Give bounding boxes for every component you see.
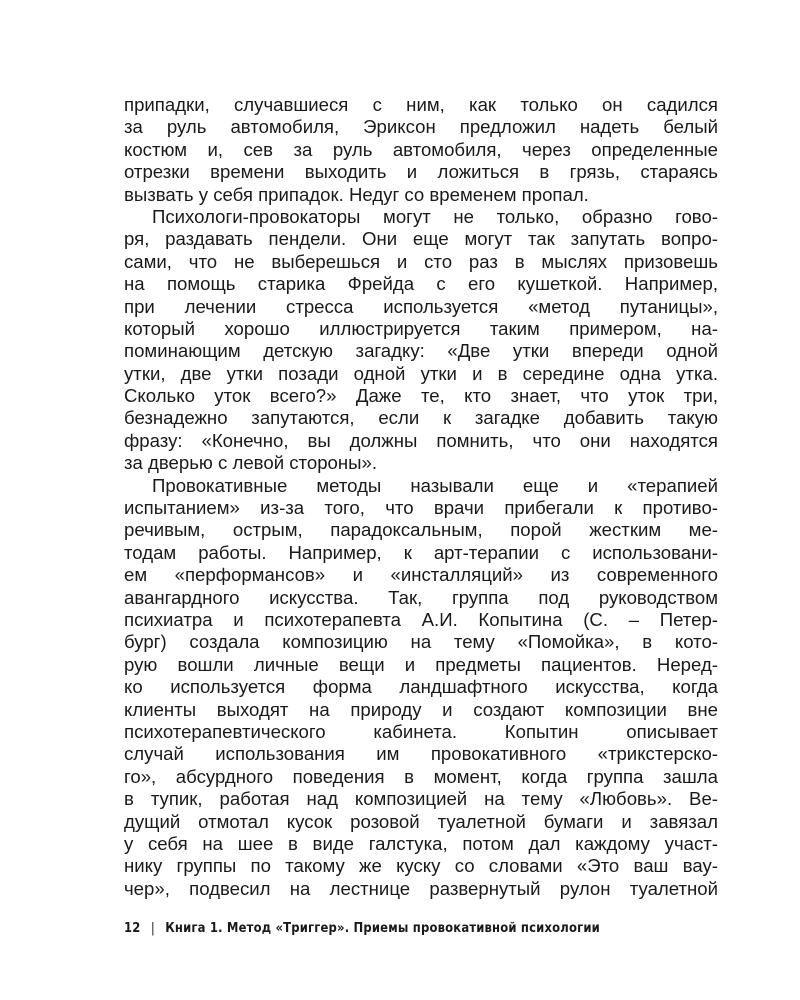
- text-line: ем «перформансов» и «инсталляций» из современного: [124, 564, 718, 586]
- text-line: утки, две утки позади одной утки и в середине одна утка.: [124, 362, 718, 384]
- text-line: в тупик, работая над композицией на тему «Любовь». Ве-: [124, 788, 718, 810]
- text-line: тодам работы. Например, к арт-терапии с использовани-: [124, 541, 718, 563]
- text-line: безнадежно запутаются, если к загадке добавить такую: [124, 407, 718, 429]
- text-line: ря, раздавать пендели. Они еще могут так запутать вопро-: [124, 228, 718, 250]
- text-line: за руль автомобиля, Эриксон предложил надеть белый: [124, 116, 718, 138]
- text-line: припадки, случавшиеся с ним, как только он садился: [124, 94, 718, 115]
- text-line: го», абсурдного поведения в момент, когда группа зашла: [124, 765, 718, 787]
- text-line: поминающим детскую загадку: «Две утки впереди одной: [124, 340, 718, 362]
- paragraph-3: [124, 475, 718, 900]
- text-line: испытанием» из-за того, что врачи прибегали к противо-: [124, 497, 718, 519]
- text-line: фразу: «Конечно, вы должны помнить, что они находятся: [124, 429, 718, 451]
- text-line: бург) создала композицию на тему «Помойка», в кото-: [124, 631, 718, 653]
- text-line: клиенты выходят на природу и создают композиции вне: [124, 698, 718, 720]
- text-line: отрезки времени выходить и ложиться в грязь, стараясь: [124, 161, 718, 183]
- text-line: нику группы по такому же куску со словами «Это ваш вау-: [124, 855, 718, 877]
- footer-separator: |: [150, 920, 155, 936]
- text-line: у себя на шее в виде галстука, потом дал каждому участ-: [124, 832, 718, 854]
- text-line: речивым, острым, парадоксальным, порой жестким ме-: [124, 519, 718, 541]
- text-line: рую вошли личные вещи и предметы пациентов. Неред-: [124, 653, 718, 675]
- page-body: [124, 94, 718, 900]
- page-number: 12: [124, 920, 141, 936]
- text-line: дущий отмотал кусок розовой туалетной бумаги и завязал: [124, 810, 718, 832]
- paragraph-2: [124, 206, 718, 475]
- text-line: ко используется форма ландшафтного искусства, когда: [124, 676, 718, 698]
- text-line: на помощь старика Фрейда с его кушеткой. Например,: [124, 273, 718, 295]
- text-line: авангардного искусства. Так, группа под руководством: [124, 586, 718, 608]
- text-line: сами, что не выберешься и сто раз в мыслях призовешь: [124, 250, 718, 272]
- text-line: психиатра и психотерапевта А.И. Копытина (С. – Петер-: [124, 608, 718, 630]
- text-line: вызвать у себя припадок. Недуг со временем пропал.: [124, 183, 589, 205]
- running-footer: [124, 916, 635, 940]
- paragraph-1: [124, 94, 718, 206]
- text-line: психотерапевтического кабинета. Копытин описывает: [124, 720, 718, 742]
- text-line: чер», подвесил на лестнице развернутый рулон туалетной: [124, 877, 718, 899]
- text-line: Психологи-провокаторы могут не только, образно гово-: [152, 205, 718, 227]
- text-line: Сколько уток всего?» Даже те, кто знает, что уток три,: [124, 385, 718, 407]
- text-line: случай использования им провокативного «трикстерско-: [124, 743, 718, 765]
- text-line: который хорошо иллюстрируется таким примером, на-: [124, 317, 718, 339]
- text-line: Провокативные методы называли еще и «терапией: [152, 474, 718, 496]
- running-title: Книга 1. Метод «Триггер». Приемы провокативной психологии: [165, 920, 600, 936]
- text-line: при лечении стресса используется «метод путаницы»,: [124, 295, 718, 317]
- text-line: за дверью с левой стороны».: [124, 452, 378, 474]
- text-line: костюм и, сев за руль автомобиля, через определенные: [124, 138, 718, 160]
